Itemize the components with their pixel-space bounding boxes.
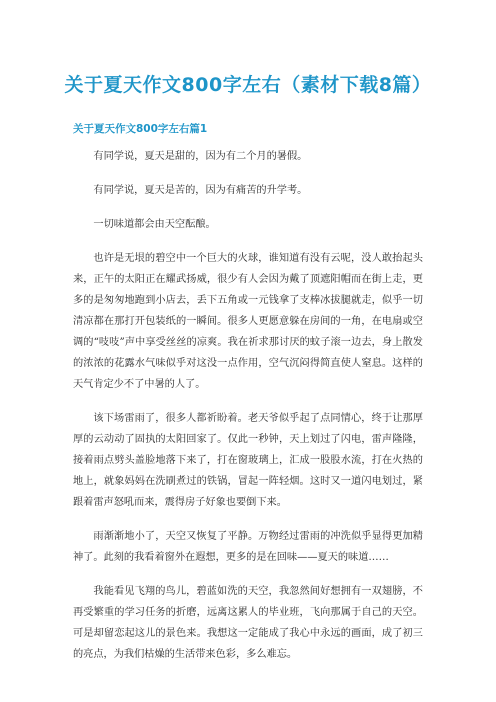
paragraph: 雨渐渐地小了，天空又恢复了平静。万物经过雷雨的冲洗似乎显得更加精神了。此刻的我看着窗外在遐想，更多的是在回味——夏天的味道…… xyxy=(73,531,423,563)
paragraph: 有同学说，夏天是甜的，因为有二个月的暑假。 xyxy=(93,151,308,162)
paragraph: 我能看见飞翔的鸟儿，碧蓝如洗的天空，我忽然间好想拥有一双翅膀，不再受繁重的学习任务的折磨，远离这累人的毕业班，飞向那属于自己的天空。可是却留恋起这儿的景色来。我想这一定能成了我心中永远的画面，成了初三的亮点，为我们枯燥的生活带来色彩，多么难忘。 xyxy=(73,586,423,660)
paragraph: 一切味道都会由天空酝酿。 xyxy=(93,219,216,230)
article-body xyxy=(73,146,423,678)
paragraph: 有同学说，夏天是苦的，因为有痛苦的升学考。 xyxy=(93,185,308,196)
document-title: 关于夏天作文800字左右（素材下载8篇） xyxy=(64,74,432,96)
section-heading: 关于夏天作文800字左右篇1 xyxy=(73,123,208,135)
paragraph: 也许是无垠的碧空中一个巨大的火球，谁知道有没有云呢，没人敢抬起头来，正午的太阳正在耀武扬威，很少有人会因为戴了顶遮阳帽而在街上走，更多的是匆匆地跑到小店去，丢下五角或一元钱拿了支棒冰拔腿就走，似乎一切清凉都在那打开包装纸的一瞬间。很多人更愿意躲在房间的一角，在电扇或空调的“吱吱”声中享受丝丝的凉爽。我在祈求那讨厌的蚊子滚一边去，身上散发的浓浓的花露水气味似乎对这没一点作用，空气沉闷得简直使人窒息。这样的天气肯定少不了中暑的人了。 xyxy=(73,253,423,390)
paragraph: 该下场雷雨了，很多人都祈盼着。老天爷似乎起了点同情心，终于让那厚厚的云动动了固执的太阳回家了。仅此一秒钟，天上划过了闪电，雷声隆隆，接着雨点劈头盖脸地落下来了，打在窗玻璃上，汇成一股股水流，打在火热的地上，就象妈妈在洗刷煮过的铁锅，冒起一阵轻烟。这时又一道闪电划过，紧跟着雷声怒吼而来，震得房子好象也要倒下来。 xyxy=(73,413,423,508)
